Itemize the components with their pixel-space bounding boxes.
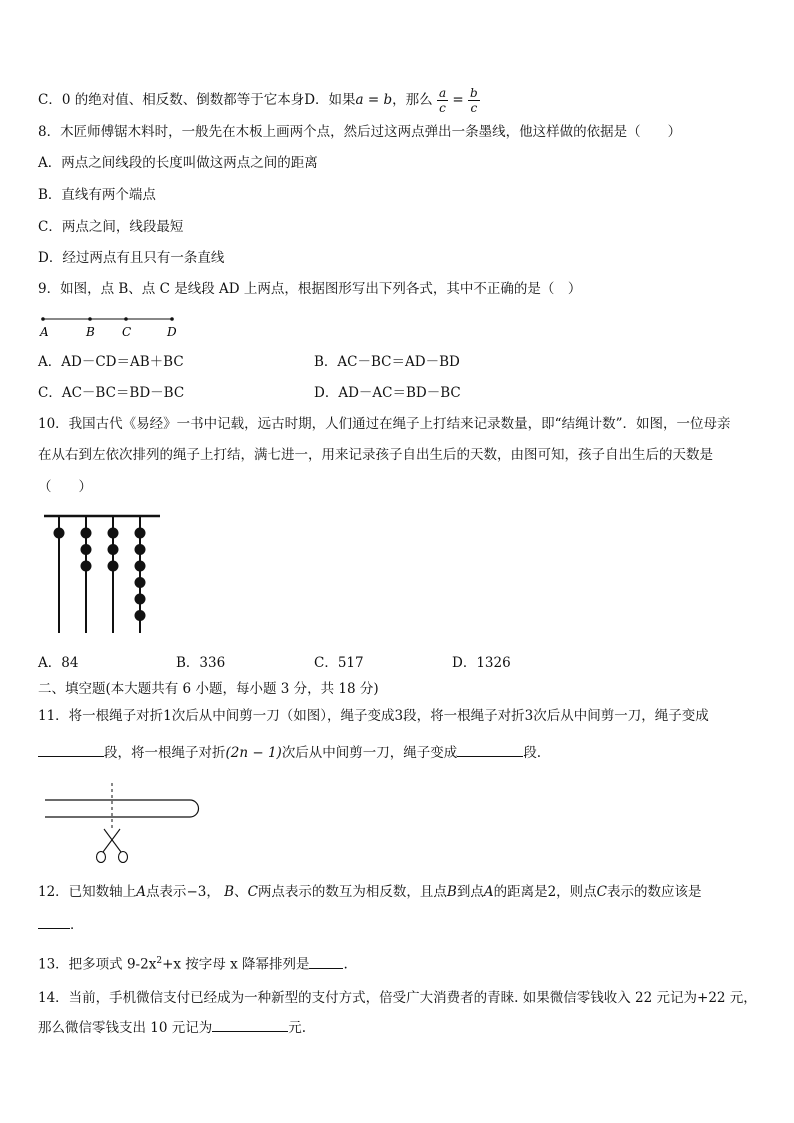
q14-stem-line1: 14．当前，手机微信支付已经成为一种新型的支付方式，倍受广大消费者的青睐. 如果微信零钱收入 22 元记为+22 元， xyxy=(38,990,757,1006)
q12-answer-line: ． xyxy=(38,914,84,935)
q10-option-a[interactable]: A．84 xyxy=(38,655,79,671)
q8-option-b[interactable]: B．直线有两个端点 xyxy=(38,187,156,203)
q9-stem: 9．如图，点 B、点 C 是线段 AD 上两点，根据图形写出下列各式，其中不正确的是（ ） xyxy=(38,281,582,297)
q7-equals: = xyxy=(452,92,464,108)
q7-fraction-right: $\frac{b}{c}$ xyxy=(470,86,478,115)
q13-stem: 13．把多项式 $9-2x^2+x$ 按字母 x 降幂排列是 . xyxy=(38,951,348,975)
q9-point-d-label: D xyxy=(167,325,177,339)
q13-answer-blank[interactable] xyxy=(309,954,343,969)
q7-option-c[interactable]: C．0 的绝对值、相反数、倒数都等于它本身 xyxy=(38,92,305,108)
q10-option-d[interactable]: D．1326 xyxy=(452,655,511,671)
q10-stem-line2: 在从右到左依次排列的绳子上打结，满七进一，用来记录孩子自出生后的天数，由图可知，孩子自出生后的天数是 xyxy=(38,447,713,463)
q10-stem-line1: 10．我国古代《易经》一书中记载，远古时期，人们通过在绳子上打结来记录数量，即“结绳计数”．如图，一位母亲 xyxy=(38,416,731,432)
q9-option-b[interactable]: B．AC－BC＝AD－BD xyxy=(314,354,460,370)
q12-answer-blank[interactable] xyxy=(38,914,70,929)
q9-option-d[interactable]: D．AD－AC＝BD－BC xyxy=(314,385,461,401)
q8-option-c[interactable]: C．两点之间，线段最短 xyxy=(38,219,184,235)
q9-option-a[interactable]: A．AD－CD＝AB＋BC xyxy=(38,354,184,370)
q14-stem-line2: 那么微信零钱支出 10 元记为 元. xyxy=(38,1017,306,1038)
q11-stem-line2: 段，将一根绳子对折(2n − 1)次后从中间剪一刀，绳子变成 段. xyxy=(38,742,541,763)
q10-option-c[interactable]: C．517 xyxy=(314,655,364,671)
q12-stem: 12．已知数轴上A点表示−3， B、C两点表示的数互为相反数，且点B到点A的距离是2，则点C表示的数应该是 xyxy=(38,884,702,900)
q10-stem-line3: （ ） xyxy=(38,479,92,495)
q9-point-b-label: B xyxy=(86,325,95,339)
q14-answer-blank[interactable] xyxy=(212,1017,288,1032)
q8-option-d[interactable]: D．经过两点有且只有一条直线 xyxy=(38,250,225,266)
q10-option-b[interactable]: B．336 xyxy=(176,655,226,671)
section-2-heading: 二、填空题(本大题共有 6 小题，每小题 3 分，共 18 分) xyxy=(38,681,379,697)
scissors-icon xyxy=(97,829,128,863)
q9-point-a-label: A xyxy=(40,325,49,339)
q7-option-d-mid: ，那么 xyxy=(392,92,433,108)
q7-option-d-prefix[interactable]: D．如果 xyxy=(304,92,356,108)
q9-point-c-label: C xyxy=(122,325,132,339)
q7-fraction-left: $\frac{a}{c}$ xyxy=(438,86,447,115)
q11-expression: (2n − 1) xyxy=(225,745,282,761)
q8-stem: 8．木匠师傅锯木料时，一般先在木板上画两个点，然后过这两点弹出一条墨线，他这样做的依据是（ ） xyxy=(38,124,682,140)
q11-stem-line1: 11．将一根绳子对折1次后从中间剪一刀（如图），绳子变成3段，将一根绳子对折3次后从中间剪一刀，绳子变成 xyxy=(38,708,709,724)
q9-option-c[interactable]: C．AC－BC＝BD－BC xyxy=(38,385,185,401)
q7-option-d-expr: a = b xyxy=(355,92,393,108)
q8-option-a[interactable]: A．两点之间线段的长度叫做这两点之间的距离 xyxy=(38,155,318,171)
